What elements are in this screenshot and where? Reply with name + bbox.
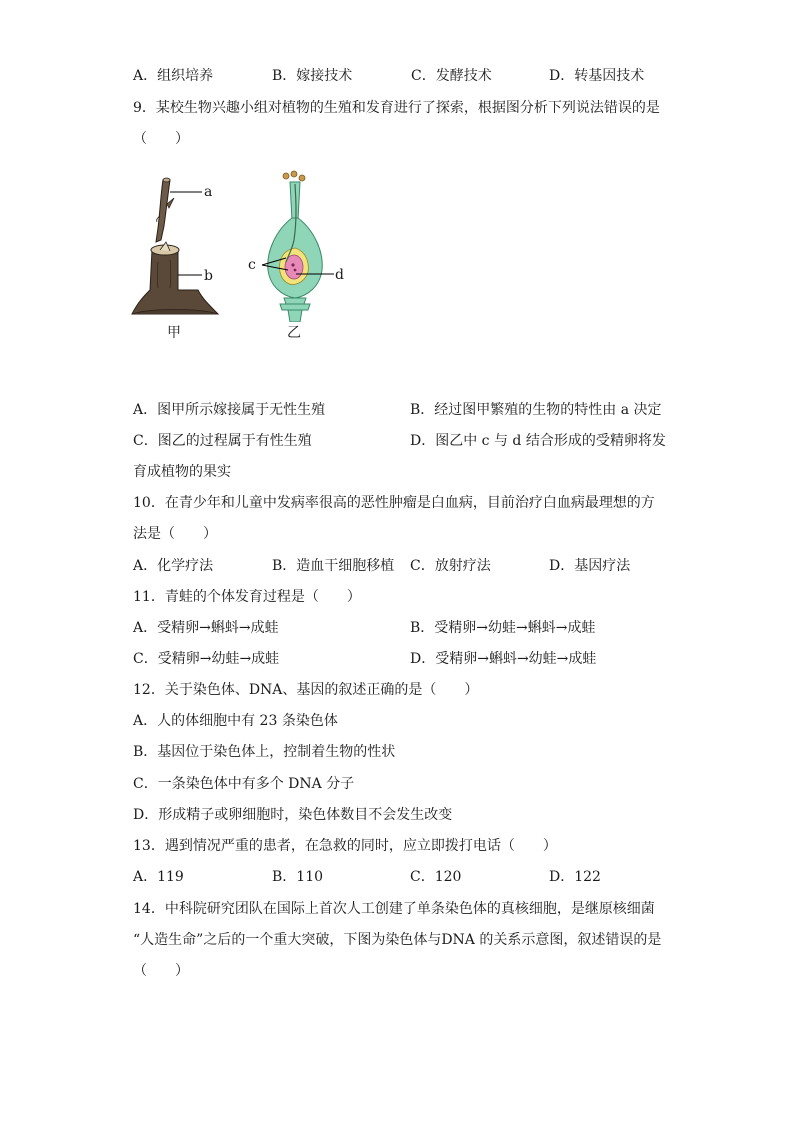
scion-branch bbox=[156, 178, 174, 242]
q9-option-d-cont: 育成植物的果实 bbox=[133, 464, 231, 480]
q9-option-c: C．图乙的过程属于有性生殖 bbox=[133, 433, 312, 449]
q9-stem: 9．某校生物兴趣小组对植物的生殖和发育进行了探索，根据图分析下列说法错误的是 bbox=[133, 100, 660, 116]
q8-option-a: A．组织培养 bbox=[133, 68, 214, 84]
figure-caption-jia: 甲 bbox=[167, 325, 181, 341]
q9-option-d: D．图乙中 c 与 d 结合形成的受精卵将发 bbox=[410, 433, 666, 449]
q12-option-b: B．基因位于染色体上，控制着生物的性状 bbox=[133, 744, 396, 760]
q12-option-c: C．一条染色体中有多个 DNA 分子 bbox=[133, 776, 355, 792]
q12-stem: 12．关于染色体、DNA、基因的叙述正确的是（ ） bbox=[133, 682, 479, 698]
q11-option-c: C．受精卵→幼蛙→成蛙 bbox=[133, 651, 280, 667]
q11-option-b: B．受精卵→幼蛙→蝌蚪→成蛙 bbox=[410, 620, 596, 636]
grafting-label-a: a bbox=[204, 184, 213, 200]
q13-stem: 13．遇到情况严重的患者，在急救的同时，应立即拨打电话（ ） bbox=[133, 838, 557, 854]
q10-stem: 10．在青少年和儿童中发病率很高的恶性肿瘤是白血病，目前治疗白血病最理想的方 bbox=[133, 495, 655, 511]
q13-option-c: C．120 bbox=[410, 869, 462, 885]
q8-option-c: C．发酵技术 bbox=[411, 68, 492, 84]
q12-option-d: D．形成精子或卵细胞时，染色体数目不会发生改变 bbox=[133, 807, 453, 823]
q12-option-a: A．人的体细胞中有 23 条染色体 bbox=[133, 713, 338, 729]
grafting-label-b: b bbox=[204, 268, 213, 284]
q9-option-b: B．经过图甲繁殖的生物的特性由 a 决定 bbox=[410, 402, 662, 418]
q10-stem-cont: 法是（ ） bbox=[133, 526, 217, 542]
q13-option-d: D．122 bbox=[549, 869, 601, 885]
q13-option-a: A．119 bbox=[133, 869, 184, 885]
q11-option-a: A．受精卵→蝌蚪→成蛙 bbox=[133, 620, 279, 636]
q14-stem-cont: “人造生命”之后的一个重大突破，下图为染色体与DNA 的关系示意图，叙述错误的是 bbox=[133, 932, 662, 948]
q10-option-d: D．基因疗法 bbox=[549, 558, 631, 574]
q11-stem: 11．青蛙的个体发育过程是（ ） bbox=[133, 589, 361, 605]
q14-stem: 14．中科院研究团队在国际上首次人工创建了单条染色体的真核细胞，是继原核细菌 bbox=[133, 901, 655, 917]
q9-paren: （ ） bbox=[133, 131, 189, 147]
q10-option-a: A．化学疗法 bbox=[133, 558, 214, 574]
pistil-label-c: c bbox=[248, 257, 256, 273]
q10-option-b: B．造血干细胞移植 bbox=[272, 558, 395, 574]
pistil-figure bbox=[258, 170, 348, 322]
q11-option-d: D．受精卵→蝌蚪→幼蛙→成蛙 bbox=[410, 651, 597, 667]
q8-option-d: D．转基因技术 bbox=[549, 68, 645, 84]
q14-paren: （ ） bbox=[133, 963, 189, 979]
q10-option-c: C．放射疗法 bbox=[410, 558, 491, 574]
q8-option-b: B．嫁接技术 bbox=[272, 68, 353, 84]
figure-caption-yi: 乙 bbox=[287, 325, 301, 341]
q13-option-b: B．110 bbox=[272, 869, 324, 885]
pistil-label-d: d bbox=[335, 267, 344, 283]
q9-option-a: A．图甲所示嫁接属于无性生殖 bbox=[133, 402, 326, 418]
